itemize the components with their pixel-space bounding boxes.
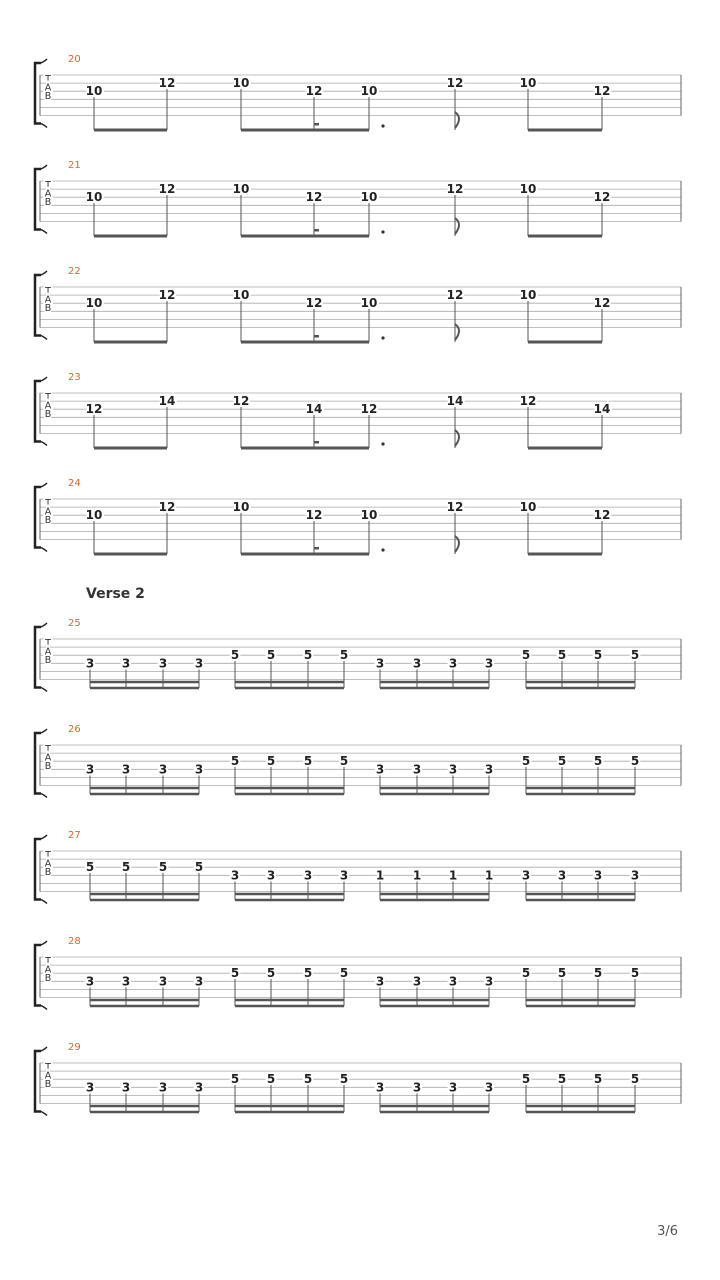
tab-clef-letter: B bbox=[44, 973, 52, 984]
fret-number: 5 bbox=[266, 966, 276, 981]
fret-number: 12 bbox=[360, 402, 378, 417]
fret-number: 5 bbox=[557, 648, 567, 663]
fret-number: 5 bbox=[593, 966, 603, 981]
fret-number: 14 bbox=[593, 402, 611, 417]
beam-stub bbox=[314, 123, 319, 126]
fret-number: 5 bbox=[521, 754, 531, 769]
dot bbox=[381, 548, 384, 551]
note-flag bbox=[455, 430, 459, 446]
tab-clef-letter: T bbox=[45, 286, 51, 297]
fret-number: 5 bbox=[230, 648, 240, 663]
fret-number: 10 bbox=[360, 84, 378, 99]
fret-number: 3 bbox=[412, 974, 422, 989]
fret-number: 3 bbox=[375, 1080, 385, 1095]
tab-clef-letter: A bbox=[44, 964, 52, 976]
fret-number: 3 bbox=[412, 762, 422, 777]
fret-number: 3 bbox=[121, 1080, 131, 1095]
fret-number: 3 bbox=[158, 656, 168, 671]
fret-number: 5 bbox=[303, 648, 313, 663]
tab-clef-letter: T bbox=[45, 638, 51, 649]
fret-number: 5 bbox=[230, 1072, 240, 1087]
measure-number: 23 bbox=[68, 372, 81, 383]
fret-number: 12 bbox=[305, 84, 323, 99]
fret-number: 10 bbox=[519, 500, 537, 515]
tab-clef-letter: B bbox=[44, 515, 52, 526]
fret-number: 5 bbox=[158, 860, 168, 875]
dot bbox=[381, 442, 384, 445]
beam-stub bbox=[314, 335, 319, 338]
fret-number: 5 bbox=[339, 966, 349, 981]
tab-system-21 bbox=[35, 160, 681, 236]
fret-number: 3 bbox=[484, 1080, 494, 1095]
fret-number: 12 bbox=[305, 190, 323, 205]
tab-system-27 bbox=[35, 830, 681, 904]
measure-number: 24 bbox=[68, 478, 81, 489]
fret-number: 5 bbox=[630, 966, 640, 981]
fret-number: 3 bbox=[121, 974, 131, 989]
fret-number: 3 bbox=[266, 868, 276, 883]
fret-number: 10 bbox=[360, 508, 378, 523]
fret-number: 3 bbox=[230, 868, 240, 883]
fret-number: 12 bbox=[305, 296, 323, 311]
fret-number: 12 bbox=[446, 500, 464, 515]
fret-number: 5 bbox=[593, 648, 603, 663]
tab-clef-letter: B bbox=[44, 303, 52, 314]
fret-number: 10 bbox=[232, 500, 250, 515]
fret-number: 5 bbox=[339, 754, 349, 769]
tab-clef-letter: B bbox=[44, 1079, 52, 1090]
fret-number: 10 bbox=[232, 182, 250, 197]
fret-number: 12 bbox=[446, 182, 464, 197]
measure-number: 20 bbox=[68, 54, 81, 65]
note-flag bbox=[455, 112, 459, 128]
fret-number: 3 bbox=[303, 868, 313, 883]
note-flag bbox=[455, 324, 459, 340]
fret-number: 12 bbox=[593, 508, 611, 523]
tab-clef-letter: B bbox=[44, 761, 52, 772]
tab-system-29 bbox=[35, 1042, 681, 1116]
fret-number: 10 bbox=[360, 190, 378, 205]
tab-clef-letter: T bbox=[45, 956, 51, 967]
fret-number: 3 bbox=[85, 974, 95, 989]
fret-number: 10 bbox=[232, 76, 250, 91]
fret-number: 10 bbox=[85, 296, 103, 311]
tab-clef-letter: T bbox=[45, 498, 51, 509]
beam-stub bbox=[314, 229, 319, 232]
fret-number: 3 bbox=[339, 868, 349, 883]
tab-clef-letter: A bbox=[44, 188, 52, 200]
tab-system-25 bbox=[35, 618, 681, 692]
fret-number: 3 bbox=[194, 656, 204, 671]
fret-number: 10 bbox=[519, 288, 537, 303]
fret-number: 12 bbox=[519, 394, 537, 409]
beam-stub bbox=[314, 547, 319, 550]
fret-number: 3 bbox=[121, 656, 131, 671]
fret-number: 5 bbox=[339, 1072, 349, 1087]
tab-clef-letter: T bbox=[45, 744, 51, 755]
fret-number: 3 bbox=[85, 656, 95, 671]
fret-number: 3 bbox=[158, 1080, 168, 1095]
fret-number: 3 bbox=[375, 974, 385, 989]
fret-number: 10 bbox=[519, 76, 537, 91]
fret-number: 3 bbox=[521, 868, 531, 883]
fret-number: 1 bbox=[484, 868, 494, 883]
fret-number: 5 bbox=[266, 1072, 276, 1087]
note-flag bbox=[455, 536, 459, 552]
fret-number: 3 bbox=[85, 1080, 95, 1095]
tab-clef-letter: T bbox=[45, 74, 51, 85]
fret-number: 3 bbox=[484, 974, 494, 989]
tab-system-20 bbox=[35, 54, 681, 130]
fret-number: 12 bbox=[85, 402, 103, 417]
fret-number: 10 bbox=[232, 288, 250, 303]
fret-number: 3 bbox=[484, 762, 494, 777]
tab-clef-letter: A bbox=[44, 646, 52, 658]
fret-number: 5 bbox=[630, 648, 640, 663]
fret-number: 5 bbox=[230, 754, 240, 769]
fret-number: 1 bbox=[412, 868, 422, 883]
page-indicator: 3/6 bbox=[657, 1224, 678, 1239]
tab-clef-letter: T bbox=[45, 1062, 51, 1073]
fret-number: 3 bbox=[448, 656, 458, 671]
fret-number: 5 bbox=[557, 1072, 567, 1087]
fret-number: 14 bbox=[158, 394, 176, 409]
fret-number: 5 bbox=[303, 1072, 313, 1087]
fret-number: 3 bbox=[121, 762, 131, 777]
fret-number: 5 bbox=[593, 1072, 603, 1087]
tab-clef-letter: A bbox=[44, 400, 52, 412]
dot bbox=[381, 230, 384, 233]
measure-number: 29 bbox=[68, 1042, 81, 1053]
tab-clef-letter: B bbox=[44, 867, 52, 878]
fret-number: 5 bbox=[593, 754, 603, 769]
tab-clef-letter: B bbox=[44, 409, 52, 420]
tab-clef-letter: A bbox=[44, 858, 52, 870]
fret-number: 5 bbox=[521, 1072, 531, 1087]
measure-number: 26 bbox=[68, 724, 81, 735]
fret-number: 10 bbox=[85, 508, 103, 523]
fret-number: 12 bbox=[158, 76, 176, 91]
fret-number: 12 bbox=[593, 296, 611, 311]
fret-number: 12 bbox=[446, 288, 464, 303]
tab-system-28 bbox=[35, 936, 681, 1010]
fret-number: 3 bbox=[557, 868, 567, 883]
fret-number: 5 bbox=[630, 754, 640, 769]
tab-system-24 bbox=[35, 478, 681, 554]
fret-number: 5 bbox=[557, 754, 567, 769]
fret-number: 3 bbox=[375, 656, 385, 671]
fret-number: 10 bbox=[85, 84, 103, 99]
tab-clef-letter: T bbox=[45, 850, 51, 861]
beam-stub bbox=[314, 441, 319, 444]
fret-number: 3 bbox=[194, 762, 204, 777]
tab-clef-letter: A bbox=[44, 506, 52, 518]
tab-system-26 bbox=[35, 724, 681, 798]
fret-number: 5 bbox=[121, 860, 131, 875]
note-flag bbox=[455, 218, 459, 234]
fret-number: 12 bbox=[593, 84, 611, 99]
fret-number: 5 bbox=[303, 754, 313, 769]
fret-number: 10 bbox=[85, 190, 103, 205]
fret-number: 1 bbox=[448, 868, 458, 883]
fret-number: 3 bbox=[448, 1080, 458, 1095]
fret-number: 5 bbox=[266, 754, 276, 769]
tab-system-22 bbox=[35, 266, 681, 342]
fret-number: 5 bbox=[194, 860, 204, 875]
fret-number: 1 bbox=[375, 868, 385, 883]
dot bbox=[381, 336, 384, 339]
fret-number: 3 bbox=[158, 762, 168, 777]
tab-clef-letter: B bbox=[44, 655, 52, 666]
fret-number: 5 bbox=[557, 966, 567, 981]
fret-number: 3 bbox=[484, 656, 494, 671]
fret-number: 12 bbox=[593, 190, 611, 205]
fret-number: 5 bbox=[266, 648, 276, 663]
fret-number: 3 bbox=[448, 974, 458, 989]
fret-number: 10 bbox=[519, 182, 537, 197]
tab-clef-letter: A bbox=[44, 752, 52, 764]
fret-number: 3 bbox=[194, 1080, 204, 1095]
fret-number: 12 bbox=[232, 394, 250, 409]
measure-number: 27 bbox=[68, 830, 81, 841]
fret-number: 5 bbox=[230, 966, 240, 981]
fret-number: 3 bbox=[630, 868, 640, 883]
fret-number: 5 bbox=[339, 648, 349, 663]
fret-number: 5 bbox=[303, 966, 313, 981]
dot bbox=[381, 124, 384, 127]
tab-clef-letter: T bbox=[45, 180, 51, 191]
fret-number: 10 bbox=[360, 296, 378, 311]
tab-clef-letter: A bbox=[44, 1070, 52, 1082]
fret-number: 12 bbox=[446, 76, 464, 91]
measure-number: 22 bbox=[68, 266, 81, 277]
tab-system-23 bbox=[35, 372, 681, 448]
fret-number: 12 bbox=[158, 288, 176, 303]
tab-clef-letter: A bbox=[44, 82, 52, 94]
fret-number: 3 bbox=[412, 656, 422, 671]
fret-number: 3 bbox=[593, 868, 603, 883]
tab-clef-letter: B bbox=[44, 197, 52, 208]
fret-number: 14 bbox=[305, 402, 323, 417]
fret-number: 5 bbox=[521, 648, 531, 663]
fret-number: 5 bbox=[85, 860, 95, 875]
fret-number: 3 bbox=[194, 974, 204, 989]
tab-clef-letter: B bbox=[44, 91, 52, 102]
tab-clef-letter: T bbox=[45, 392, 51, 403]
fret-number: 3 bbox=[448, 762, 458, 777]
fret-number: 12 bbox=[305, 508, 323, 523]
fret-number: 3 bbox=[375, 762, 385, 777]
tab-clef-letter: A bbox=[44, 294, 52, 306]
section-label: Verse 2 bbox=[86, 586, 145, 602]
fret-number: 12 bbox=[158, 182, 176, 197]
fret-number: 12 bbox=[158, 500, 176, 515]
measure-number: 25 bbox=[68, 618, 81, 629]
fret-number: 5 bbox=[521, 966, 531, 981]
fret-number: 3 bbox=[85, 762, 95, 777]
fret-number: 5 bbox=[630, 1072, 640, 1087]
measure-number: 28 bbox=[68, 936, 81, 947]
fret-number: 3 bbox=[412, 1080, 422, 1095]
fret-number: 3 bbox=[158, 974, 168, 989]
measure-number: 21 bbox=[68, 160, 81, 171]
fret-number: 14 bbox=[446, 394, 464, 409]
